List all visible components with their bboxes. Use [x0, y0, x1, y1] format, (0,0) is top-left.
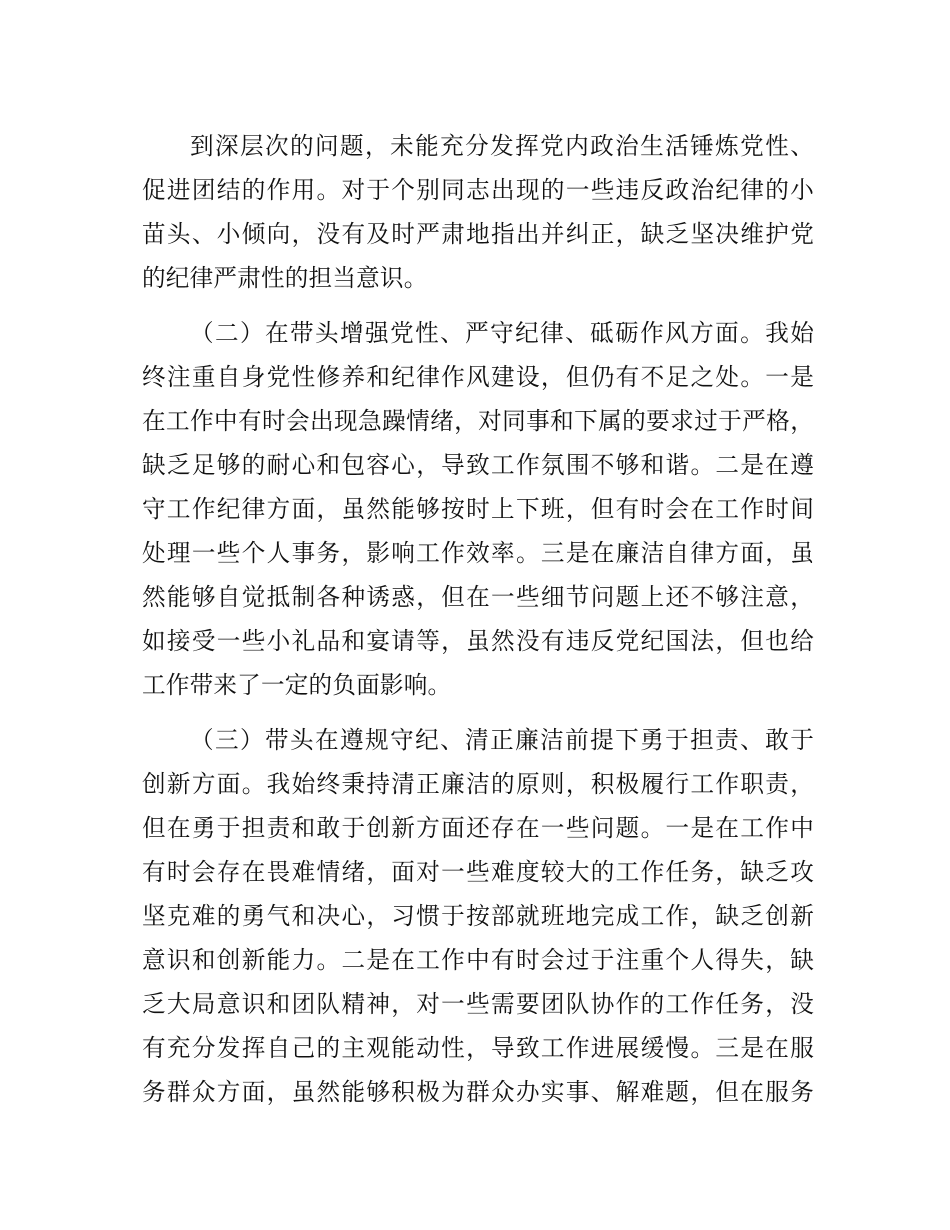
section-heading-line: （二）在带头增强党性、严守纪律、砥砺作风方面。我始: [190, 319, 814, 347]
text-line: 的纪律严肃性的担当意识。: [142, 264, 428, 292]
text-line: 务群众方面，虽然能够积极为群众办实事、解难题，但在服务: [142, 1078, 814, 1106]
text-line: 终注重自身党性修养和纪律作风建设，但仍有不足之处。一是: [142, 363, 814, 391]
document-page: [142, 124, 814, 1114]
text-line: 坚克难的勇气和决心，习惯于按部就班地完成工作，缺乏创新: [142, 902, 814, 930]
text-line: 守工作纪律方面，虽然能够按时上下班，但有时会在工作时间: [142, 495, 814, 523]
section-heading-line: （三）带头在遵规守纪、清正廉洁前提下勇于担责、敢于: [190, 726, 814, 754]
text-line: 有时会存在畏难情绪，面对一些难度较大的工作任务，缺乏攻: [142, 858, 814, 886]
text-line: 意识和创新能力。二是在工作中有时会过于注重个人得失，缺: [142, 946, 814, 974]
text-line: 如接受一些小礼品和宴请等，虽然没有违反党纪国法，但也给: [142, 627, 814, 655]
paragraph-continuation: [142, 124, 814, 300]
paragraph-section-2: [142, 311, 814, 707]
text-line: 苗头、小倾向，没有及时严肃地指出并纠正，缺乏坚决维护党: [142, 220, 814, 248]
text-line: 但在勇于担责和敢于创新方面还存在一些问题。一是在工作中: [142, 814, 814, 842]
text-line: 在工作中有时会出现急躁情绪，对同事和下属的要求过于严格，: [142, 407, 814, 435]
text-line: 促进团结的作用。对于个别同志出现的一些违反政治纪律的小: [142, 176, 814, 204]
text-line: 乏大局意识和团队精神，对一些需要团队协作的工作任务，没: [142, 990, 814, 1018]
text-line: 创新方面。我始终秉持清正廉洁的原则，积极履行工作职责，: [142, 770, 814, 798]
text-line: 缺乏足够的耐心和包容心，导致工作氛围不够和谐。二是在遵: [142, 451, 814, 479]
text-line: 到深层次的问题，未能充分发挥党内政治生活锤炼党性、: [190, 132, 814, 160]
text-line: 然能够自觉抵制各种诱惑，但在一些细节问题上还不够注意，: [142, 583, 814, 611]
text-line: 处理一些个人事务，影响工作效率。三是在廉洁自律方面，虽: [142, 539, 814, 567]
paragraph-section-3: [142, 718, 814, 1114]
text-line: 工作带来了一定的负面影响。: [142, 671, 452, 699]
text-line: 有充分发挥自己的主观能动性，导致工作进展缓慢。三是在服: [142, 1034, 814, 1062]
